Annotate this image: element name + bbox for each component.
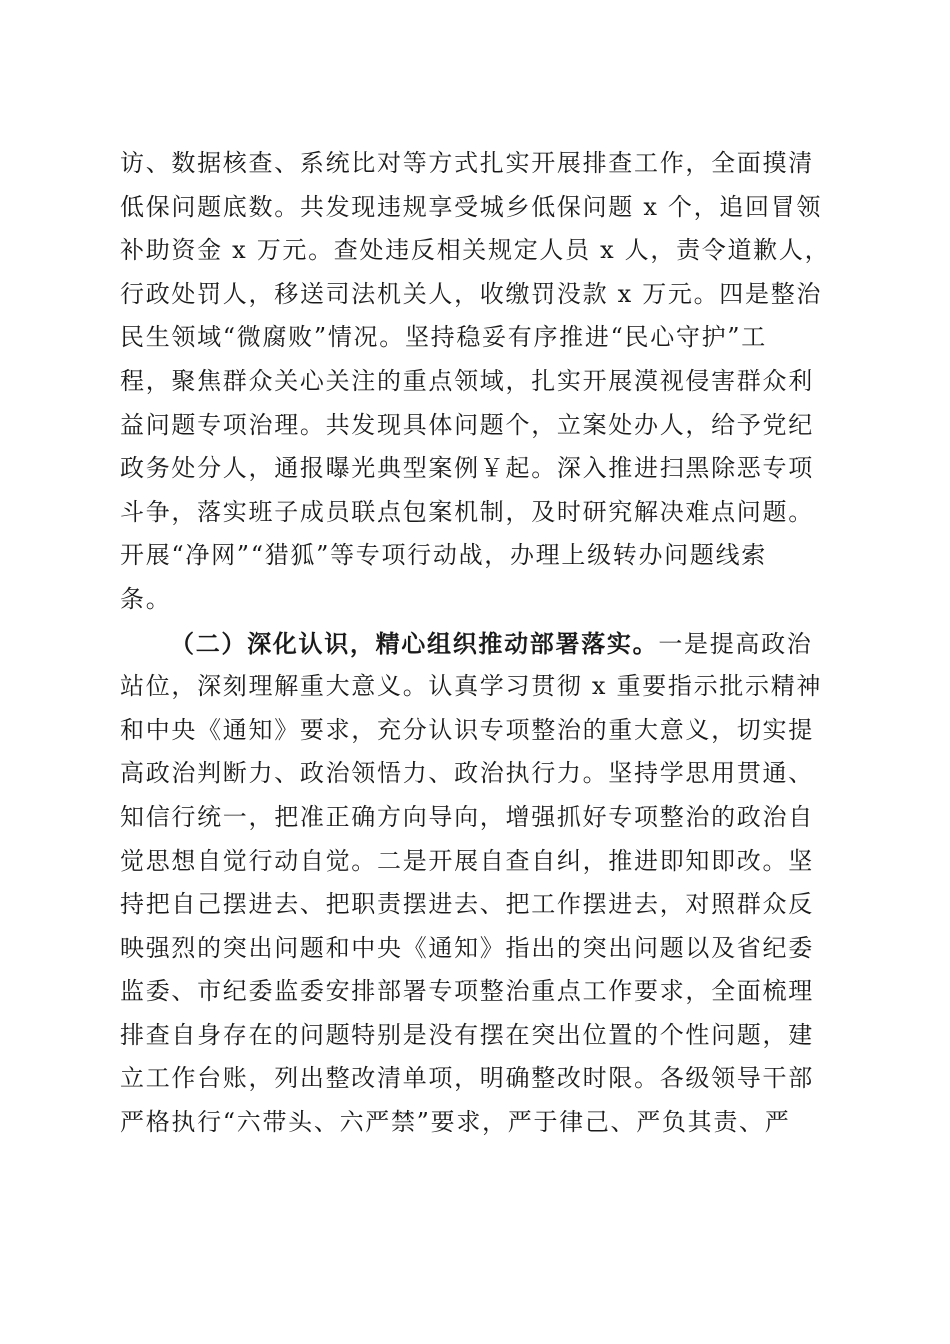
- heading-line-text: 一是提高政治: [658, 629, 813, 658]
- text-line: 站位，深刻理解重大意义。认真学习贯彻 x 重要指示批示精神: [120, 672, 823, 701]
- text-line: 条。: [120, 584, 172, 613]
- text-line: 斗争，落实班子成员联点包案机制，及时研究解决难点问题。: [120, 497, 814, 526]
- text-line: 严格执行“六带头、六严禁”要求，严于律己、严负其责、严: [120, 1108, 791, 1137]
- text-line: 持把自己摆进去、把职责摆进去、把工作摆进去，对照群众反: [120, 890, 814, 919]
- text-line: 立工作台账，列出整改清单项，明确整改时限。各级领导干部: [120, 1064, 814, 1093]
- text-line: 访、数据核查、系统比对等方式扎实开展排查工作，全面摸清: [120, 149, 814, 177]
- paragraph-1: [120, 142, 832, 622]
- text-line: 映强烈的突出问题和中央《通知》指出的突出问题以及省纪委: [120, 933, 814, 962]
- text-line: 开展“净网”“猎狐”等专项行动战，办理上级转办问题线索: [120, 541, 767, 570]
- paragraph-2: [120, 622, 832, 1145]
- text-line: 觉思想自觉行动自觉。二是开展自查自纠，推进即知即改。坚: [120, 846, 814, 875]
- text-line: 监委、市纪委监委安排部署专项整治重点工作要求，全面梳理: [120, 977, 814, 1006]
- text-line: 排查自身存在的问题特别是没有摆在突出位置的个性问题，建: [120, 1020, 814, 1049]
- paragraph-first-line: [120, 622, 832, 666]
- text-line: 低保问题底数。共发现违规享受城乡低保问题 x 个，追回冒领: [120, 192, 823, 221]
- text-line: 益问题专项治理。共发现具体问题个，立案处办人，给予党纪: [120, 410, 814, 439]
- text-line: 和中央《通知》要求，充分认识专项整治的重大意义，切实提: [120, 715, 814, 744]
- text-line: 知信行统一，把准正确方向导向，增强抓好专项整治的政治自: [120, 802, 814, 831]
- document-page: [120, 142, 832, 1145]
- text-line: 程，聚焦群众关心关注的重点领域，扎实开展漠视侵害群众利: [120, 366, 814, 395]
- text-line: 行政处罚人，移送司法机关人，收缴罚没款 x 万元。四是整治: [120, 279, 823, 308]
- text-line: 补助资金 x 万元。查处违反相关规定人员 x 人，责令道歉人，: [120, 236, 831, 265]
- text-line: 民生领域“微腐败”情况。坚持稳妥有序推进“民心守护”工: [120, 323, 767, 352]
- text-line: 政务处分人，通报曝光典型案例￥起。深入推进扫黑除恶专项: [120, 454, 814, 483]
- section-heading: （二）深化认识，精心组织推动部署落实。: [170, 628, 659, 658]
- text-line: 高政治判断力、政治领悟力、政治执行力。坚持学思用贯通、: [120, 759, 814, 788]
